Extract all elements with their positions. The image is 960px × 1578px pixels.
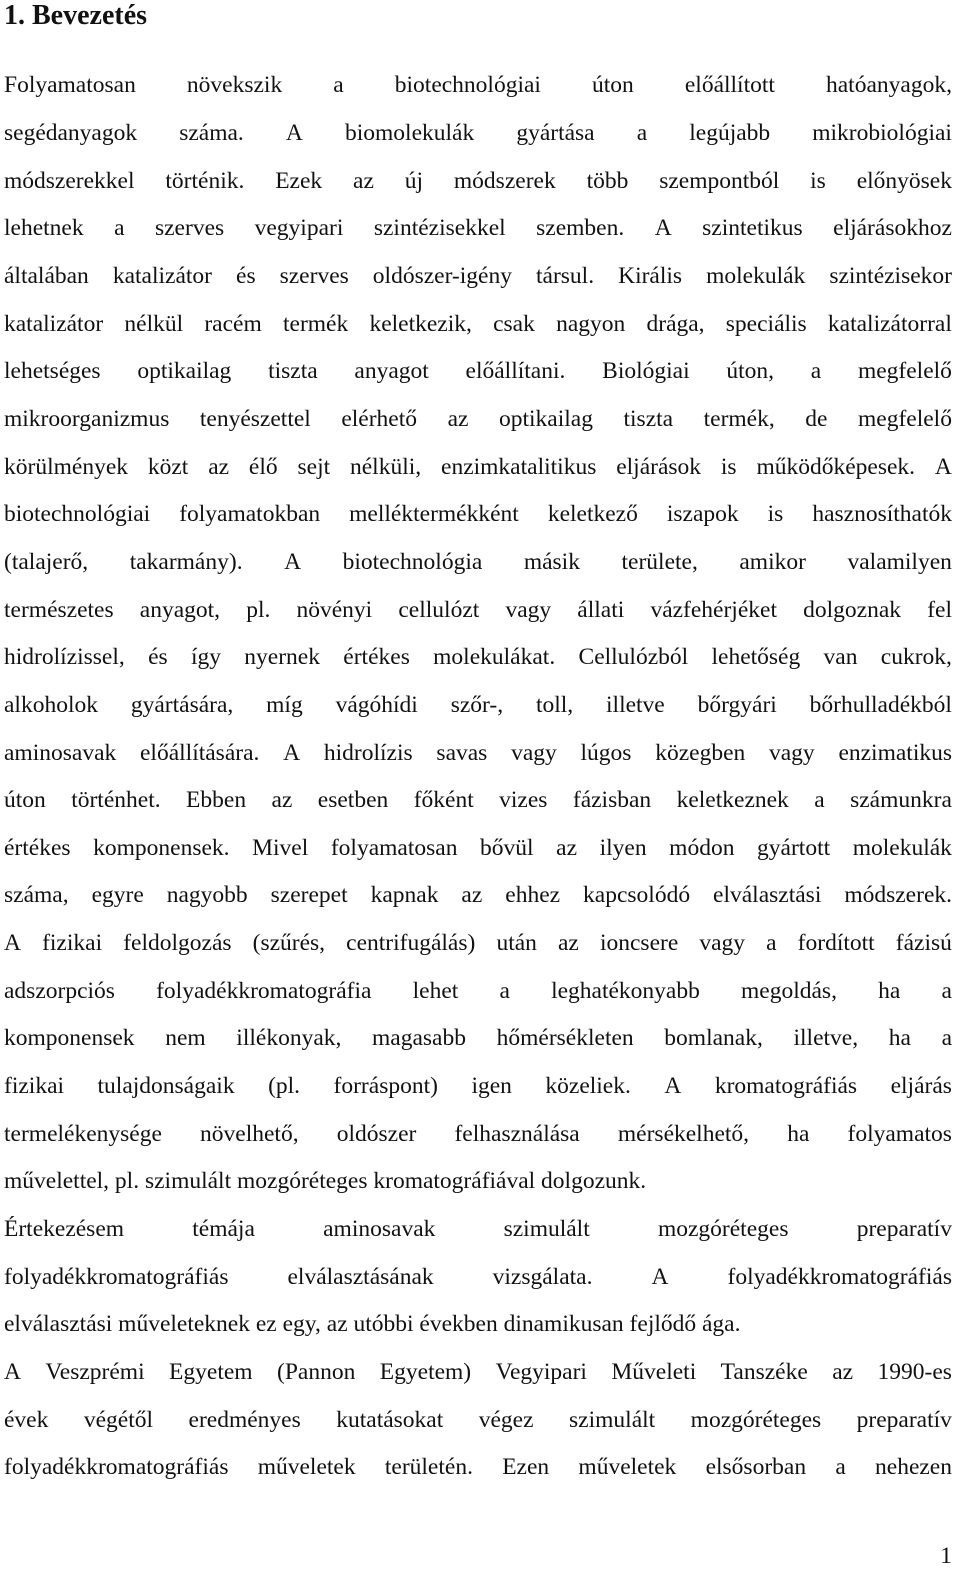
word: vegyipari: [254, 215, 344, 241]
word: míg: [266, 692, 303, 718]
word: oldószer-igény: [372, 263, 512, 289]
word: ilyen: [599, 835, 647, 861]
word: általában: [4, 263, 89, 289]
word: igen: [471, 1073, 512, 1099]
word: megfelelő: [857, 406, 952, 432]
word: takarmány).: [129, 549, 243, 575]
word: vázfehérjéket: [650, 597, 777, 623]
word: előnyösek: [856, 168, 952, 194]
word: a: [941, 978, 952, 1004]
word: közeliek.: [545, 1073, 631, 1099]
word: drága,: [646, 311, 705, 337]
word: szemben.: [536, 215, 625, 241]
word: a: [766, 930, 777, 956]
word: az: [556, 835, 578, 861]
word: (Pannon: [277, 1359, 356, 1385]
word: folyamatokban: [179, 501, 321, 527]
word: Vegyipari: [495, 1359, 587, 1385]
text-line: [4, 404, 952, 434]
word: illetve,: [793, 1025, 859, 1051]
text-line: [4, 213, 952, 243]
word: témája: [192, 1216, 255, 1242]
word: van: [823, 644, 858, 670]
word: gyártására,: [130, 692, 234, 718]
word: melléktermékként: [349, 501, 519, 527]
word: adszorpciós: [4, 978, 115, 1004]
word: folyadékkromatográfiás: [4, 1454, 229, 1480]
word: folyadékkromatográfiás: [727, 1264, 952, 1290]
word: után: [496, 930, 537, 956]
word: a: [835, 1454, 846, 1480]
word: szerves: [279, 263, 349, 289]
word: szintézisekkel: [373, 215, 506, 241]
word: A: [651, 1264, 669, 1290]
word: oldószer: [336, 1121, 417, 1147]
word: végez: [478, 1407, 534, 1433]
word: elválasztásának: [287, 1264, 434, 1290]
word: ioncsere: [599, 930, 679, 956]
word: egyre: [91, 882, 144, 908]
word: az: [558, 930, 579, 956]
word: A: [283, 740, 301, 766]
word: szőr-,: [450, 692, 504, 718]
word: tenyészettel: [199, 406, 311, 432]
text-line: [4, 642, 952, 672]
text-line: [4, 1452, 952, 1482]
word: racém: [204, 311, 262, 337]
word: főként: [413, 787, 474, 813]
word: A: [4, 1359, 21, 1385]
text-line: [4, 1262, 952, 1292]
word: vagy: [699, 930, 746, 956]
word: új: [404, 168, 424, 194]
word: társul.: [536, 263, 595, 289]
word: termék,: [703, 406, 775, 432]
word: csak: [493, 311, 535, 337]
word: bővül: [480, 835, 534, 861]
word: növelhető,: [200, 1121, 299, 1147]
text-line: [4, 261, 952, 291]
word: körülmények: [4, 454, 128, 480]
word: gyártott: [757, 835, 831, 861]
word: előállítani.: [465, 358, 566, 384]
word: (pl.: [268, 1073, 301, 1099]
word: Biológiai: [602, 358, 690, 384]
word: Műveleti: [611, 1359, 697, 1385]
word: történik.: [165, 168, 245, 194]
word: a: [114, 215, 125, 241]
word: kapnak: [370, 882, 439, 908]
text-line: [4, 928, 952, 958]
word: leghatékonyabb: [551, 978, 700, 1004]
word: az: [447, 406, 469, 432]
word: cellulózt: [398, 597, 480, 623]
word: elválasztási: [713, 882, 822, 908]
word: keletkeznek: [676, 787, 789, 813]
word: A: [934, 454, 952, 480]
word: másik: [523, 549, 580, 575]
word: keletkezik,: [369, 311, 472, 337]
word: fordított: [797, 930, 875, 956]
word: gyártása: [516, 120, 595, 146]
word: több: [586, 168, 629, 194]
word: pl.: [246, 597, 271, 623]
word: az: [832, 1359, 854, 1385]
text-line: [4, 309, 952, 339]
word: lehetőség: [711, 644, 801, 670]
section-heading: 1. Bevezetés: [4, 0, 148, 31]
word: anyagot,: [139, 597, 221, 623]
word: módszerekkel: [4, 168, 135, 194]
text-line: [4, 452, 952, 482]
word: módszerek.: [844, 882, 952, 908]
word: biotechnológiai: [394, 72, 541, 98]
word: a: [636, 120, 648, 146]
word: is: [767, 501, 784, 527]
word: az: [208, 454, 230, 480]
word: tiszta: [623, 406, 674, 432]
word: ehhez: [505, 882, 561, 908]
page-number: 1: [940, 1543, 952, 1569]
word: a: [333, 72, 344, 98]
word: (talajerő,: [4, 549, 89, 575]
word: vizes: [499, 787, 548, 813]
word: bőrgyári: [697, 692, 777, 718]
word: Cellulózból: [578, 644, 689, 670]
word: vágóhídi: [335, 692, 418, 718]
word: szimulált: [503, 1216, 590, 1242]
word: ha: [888, 1025, 911, 1051]
word: szimulált: [569, 1407, 656, 1433]
word: megfelelő: [857, 358, 952, 384]
word: úton: [592, 72, 634, 98]
text-line: [4, 833, 952, 863]
word: Értekezésem: [4, 1216, 125, 1242]
word: bőrhulladékból: [809, 692, 952, 718]
word: valamilyen: [847, 549, 952, 575]
word: a: [814, 787, 825, 813]
word: vizsgálata.: [492, 1264, 593, 1290]
word: élő: [248, 454, 278, 480]
word: közt: [147, 454, 189, 480]
word: módszerek: [453, 168, 556, 194]
word: vagy: [511, 740, 557, 766]
word: illékonyak,: [236, 1025, 342, 1051]
text-line: [4, 166, 952, 196]
word: módon: [669, 835, 735, 861]
word: katalizátor: [4, 311, 104, 337]
word: eljárásokhoz: [833, 215, 952, 241]
word: hidrolízis: [323, 740, 413, 766]
word: komponensek.: [93, 835, 230, 861]
word: számunkra: [850, 787, 952, 813]
word: történhet.: [71, 787, 161, 813]
word: feldolgozás: [123, 930, 232, 956]
word: lúgos: [580, 740, 632, 766]
word: is: [810, 168, 826, 194]
word: területe,: [621, 549, 698, 575]
text-line: [4, 1023, 952, 1053]
word: úton,: [726, 358, 775, 384]
word: előállított: [684, 72, 775, 98]
word: Tanszéke: [720, 1359, 808, 1385]
word: lehet: [412, 978, 459, 1004]
word: az: [461, 882, 483, 908]
text-line: [4, 880, 952, 910]
word: a: [499, 978, 510, 1004]
word: kromatográfiás: [714, 1073, 858, 1099]
word: optikailag: [498, 406, 593, 432]
word: eredményes: [188, 1407, 301, 1433]
word: mozgóréteges: [657, 1216, 789, 1242]
word: megoldás,: [741, 978, 837, 1004]
text-line: [4, 738, 952, 768]
word: lehetnek: [4, 215, 84, 241]
word: (szűrés,: [252, 930, 326, 956]
word: műveletek: [578, 1454, 677, 1480]
word: kapcsolódó: [583, 882, 691, 908]
word: Veszprémi: [45, 1359, 145, 1385]
word: folyadékkromatográfiás: [4, 1264, 229, 1290]
word: katalizátor: [112, 263, 212, 289]
word: forráspont): [333, 1073, 438, 1099]
word: biomolekulák: [344, 120, 475, 146]
word: kutatásokat: [336, 1407, 444, 1433]
text-line: [4, 690, 952, 720]
text-line: [4, 1357, 952, 1387]
word: folyamatosan: [330, 835, 458, 861]
word: végétől: [83, 1407, 154, 1433]
word: értékes: [343, 644, 410, 670]
word: előállítására.: [140, 740, 260, 766]
word: alkoholok: [4, 692, 98, 718]
word: preparatív: [856, 1407, 952, 1433]
word: területén.: [384, 1454, 473, 1480]
word: szintetikus: [702, 215, 803, 241]
word: nehezen: [875, 1454, 952, 1480]
word: anyagot: [354, 358, 429, 384]
word: toll,: [535, 692, 574, 718]
word: eljárások: [616, 454, 702, 480]
word: nélkül: [124, 311, 184, 337]
word: eljárás: [890, 1073, 952, 1099]
text-line: [4, 118, 952, 148]
word: Ebben: [186, 787, 247, 813]
word: enzimatikus: [838, 740, 952, 766]
word: ha: [787, 1121, 810, 1147]
word: esetben: [317, 787, 389, 813]
word: A: [664, 1073, 682, 1099]
word: fázisban: [572, 787, 652, 813]
word: centrifugálás): [346, 930, 476, 956]
word: aminosavak: [4, 740, 117, 766]
word: mérsékelhető,: [617, 1121, 750, 1147]
word: keletkező: [547, 501, 638, 527]
word: Ezen: [502, 1454, 550, 1480]
word: elsősorban: [705, 1454, 807, 1480]
word: mikrobiológiai: [812, 120, 952, 146]
text-line: [4, 547, 952, 577]
word: fázisú: [895, 930, 952, 956]
word: ha: [878, 978, 901, 1004]
word: nagyobb: [166, 882, 248, 908]
word: hidrolízissel,: [4, 644, 125, 670]
word: termék: [282, 311, 349, 337]
word: fizikai: [4, 1073, 65, 1099]
text-line: [4, 1071, 952, 1101]
word: az: [271, 787, 293, 813]
word: növényi: [296, 597, 373, 623]
text-line: művelettel, pl. szimulált mozgóréteges kromatográfiával dolgozunk.: [4, 1168, 647, 1194]
word: elérhető: [341, 406, 418, 432]
text-line: [4, 595, 952, 625]
word: is: [720, 454, 737, 480]
word: nélküli,: [350, 454, 422, 480]
text-line: [4, 785, 952, 815]
word: szintézisekor: [829, 263, 952, 289]
word: hatóanyagok,: [826, 72, 952, 98]
word: fizikai: [42, 930, 103, 956]
word: bomlanak,: [664, 1025, 763, 1051]
word: termelékenysége: [4, 1121, 162, 1147]
word: folyamatos: [847, 1121, 952, 1147]
word: működőképesek.: [756, 454, 916, 480]
word: A: [285, 120, 303, 146]
word: felhasználása: [454, 1121, 580, 1147]
word: biotechnológiai: [4, 501, 151, 527]
word: biotechnológia: [342, 549, 483, 575]
word: de: [805, 406, 828, 432]
word: 1990-es: [877, 1359, 952, 1385]
word: molekulák: [706, 263, 806, 289]
word: illetve: [606, 692, 665, 718]
word: mikroorganizmus: [4, 406, 170, 432]
word: speciális: [725, 311, 807, 337]
word: közegben: [655, 740, 746, 766]
word: molekulák: [852, 835, 952, 861]
word: segédanyagok: [4, 120, 138, 146]
word: legújabb: [689, 120, 771, 146]
word: cukrok,: [880, 644, 952, 670]
word: A: [4, 930, 21, 956]
word: állati: [577, 597, 625, 623]
word: száma.: [179, 120, 244, 146]
word: nagyon: [556, 311, 626, 337]
word: szerves: [154, 215, 225, 241]
word: Mivel: [252, 835, 309, 861]
word: enzimkatalitikus: [441, 454, 597, 480]
word: katalizátorral: [827, 311, 952, 337]
text-line: [4, 1214, 952, 1244]
word: évek: [4, 1407, 49, 1433]
word: vagy: [769, 740, 815, 766]
word: szempontból: [659, 168, 780, 194]
text-line: [4, 70, 952, 100]
word: optikailag: [137, 358, 232, 384]
word: sejt: [297, 454, 331, 480]
word: komponensek: [4, 1025, 135, 1051]
word: így: [190, 644, 221, 670]
word: A: [284, 549, 302, 575]
word: amikor: [739, 549, 806, 575]
word: növekszik: [186, 72, 283, 98]
word: Egyetem: [169, 1359, 253, 1385]
word: dolgoznak: [803, 597, 902, 623]
text-line: [4, 976, 952, 1006]
word: iszapok: [666, 501, 739, 527]
word: aminosavak: [323, 1216, 436, 1242]
word: tulajdonságaik: [97, 1073, 235, 1099]
word: a: [810, 358, 822, 384]
word: Királis: [618, 263, 683, 289]
word: hasznosíthatók: [812, 501, 952, 527]
text-line: [4, 1119, 952, 1149]
word: műveletek: [257, 1454, 356, 1480]
word: fel: [927, 597, 952, 623]
word: savas: [436, 740, 488, 766]
word: szerepet: [270, 882, 348, 908]
word: úton: [4, 787, 46, 813]
word: száma,: [4, 882, 69, 908]
text-line: [4, 356, 952, 386]
text-line: [4, 1405, 952, 1435]
word: lehetséges: [4, 358, 101, 384]
word: Egyetem): [379, 1359, 472, 1385]
word: preparatív: [856, 1216, 952, 1242]
word: természetes: [4, 597, 114, 623]
word: Folyamatosan: [4, 72, 136, 98]
word: nem: [165, 1025, 206, 1051]
word: nyernek: [244, 644, 320, 670]
word: vagy: [505, 597, 552, 623]
word: molekulákat.: [433, 644, 556, 670]
word: és: [148, 644, 168, 670]
word: a: [941, 1025, 952, 1051]
word: folyadékkromatográfia: [156, 978, 372, 1004]
word: Ezek: [275, 168, 323, 194]
text-line: elválasztási műveleteknek ez egy, az utóbbi években dinamikusan fejlődő ága.: [4, 1311, 741, 1337]
word: A: [654, 215, 672, 241]
word: értékes: [4, 835, 71, 861]
word: mozgóréteges: [690, 1407, 822, 1433]
text-line: [4, 499, 952, 529]
word: hőmérsékleten: [496, 1025, 634, 1051]
word: az: [353, 168, 374, 194]
word: és: [236, 263, 256, 289]
word: magasabb: [372, 1025, 466, 1051]
word: tiszta: [268, 358, 318, 384]
